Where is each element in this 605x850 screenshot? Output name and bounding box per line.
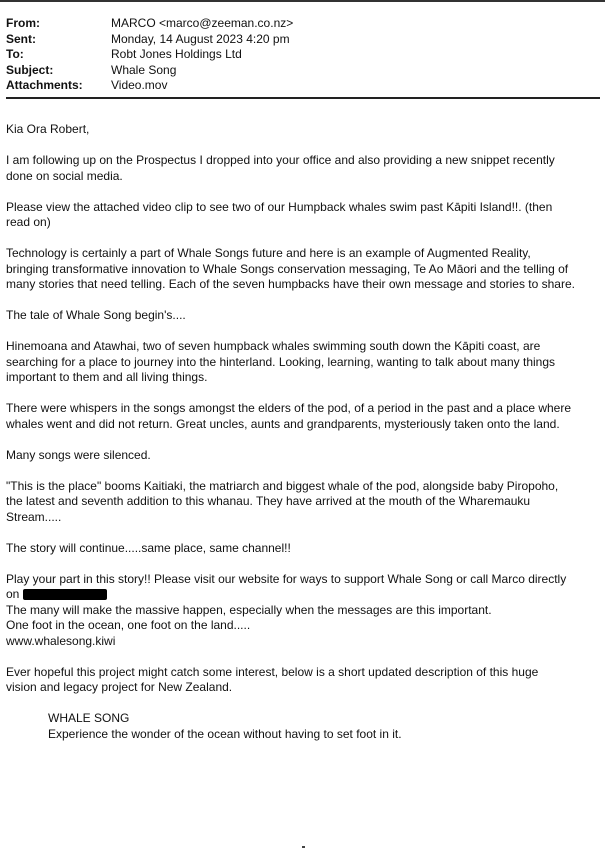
email-body	[6, 122, 601, 742]
paragraph-technology: Technology is certainly a part of Whale Songs future and here is an example of Augmented Reality, bringing transformative innovation to Whale Songs conservation messaging, Te Ao Māori and the telling of many stories that need telling. Each of the seven humpbacks have their own message and stories to share.	[6, 246, 575, 291]
from-value: MARCO <marco@zeeman.co.nz>	[111, 16, 294, 30]
whale-song-title: WHALE SONG	[48, 711, 130, 725]
to-label: To:	[6, 47, 24, 61]
paragraph-video: Please view the attached video clip to see two of our Humpback whales swim past Kāpiti Island!!. (then read on)	[6, 199, 553, 229]
paragraph-hinemoana: Hinemoana and Atawhai, two of seven humpback whales swimming south down the Kāpiti coast, are searching for a place to journey into the hinterland. Looking, learning, wanting to talk about many things important to them and all living things.	[6, 339, 556, 384]
paragraph-whispers: There were whispers in the songs amongst the elders of the pod, of a period in the past and a place where whales went and did not return. Great uncles, aunts and grandparents, mysteriously taken onto the land.	[6, 401, 572, 431]
paragraph-hopeful: Ever hopeful this project might catch some interest, below is a short updated description of this huge vision and legacy project for New Zealand.	[6, 664, 539, 694]
paragraph-tale: The tale of Whale Song begin's....	[6, 308, 186, 322]
subject-label: Subject:	[6, 62, 54, 77]
paragraph-play-your-part: Play your part in this story!! Please visit our website for ways to support Whale Song or call Marco directly on The many will make the massive happen, especially when the messages are this important. One foot in the ocean, one foot on the land..... www.whalesong.kiwi	[6, 572, 601, 650]
subject-value: Whale Song	[111, 62, 177, 77]
header-divider	[6, 97, 600, 99]
paragraph-silenced: Many songs were silenced.	[6, 447, 151, 462]
attachments-value: Video.mov	[111, 78, 168, 92]
to-row	[6, 47, 293, 63]
attachments-row	[6, 78, 293, 94]
attachments-label: Attachments:	[6, 78, 83, 92]
subject-row	[6, 63, 293, 79]
email-header	[6, 16, 293, 94]
page-mark	[302, 846, 305, 848]
paragraph-prospectus: I am following up on the Prospectus I dropped into your office and also providing a new snippet recently done on social media.	[6, 153, 555, 183]
website-link[interactable]: www.whalesong.kiwi	[6, 633, 116, 648]
from-row	[6, 16, 293, 32]
top-rule	[0, 0, 605, 2]
sent-label: Sent:	[6, 31, 36, 46]
on-prefix: on	[6, 587, 20, 601]
from-label: From:	[6, 16, 40, 30]
sent-value: Monday, 14 August 2023 4:20 pm	[111, 31, 290, 46]
paragraph-continue: The story will continue.....same place, same channel!!	[6, 540, 291, 555]
whale-song-tagline: Experience the wonder of the ocean without having to set foot in it.	[48, 726, 402, 741]
greeting: Kia Ora Robert,	[6, 122, 90, 136]
paragraph-kaitiaki: "This is the place" booms Kaitiaki, the matriarch and biggest whale of the pod, alongside baby Piropoho, the latest and seventh addition to this whanau. They have arrived at the mouth of the Wharemauku Stream.....	[6, 478, 559, 524]
sent-row	[6, 32, 293, 48]
to-value: Robt Jones Holdings Ltd	[111, 47, 242, 61]
redacted-phone	[23, 589, 107, 600]
whale-song-description	[48, 711, 601, 742]
